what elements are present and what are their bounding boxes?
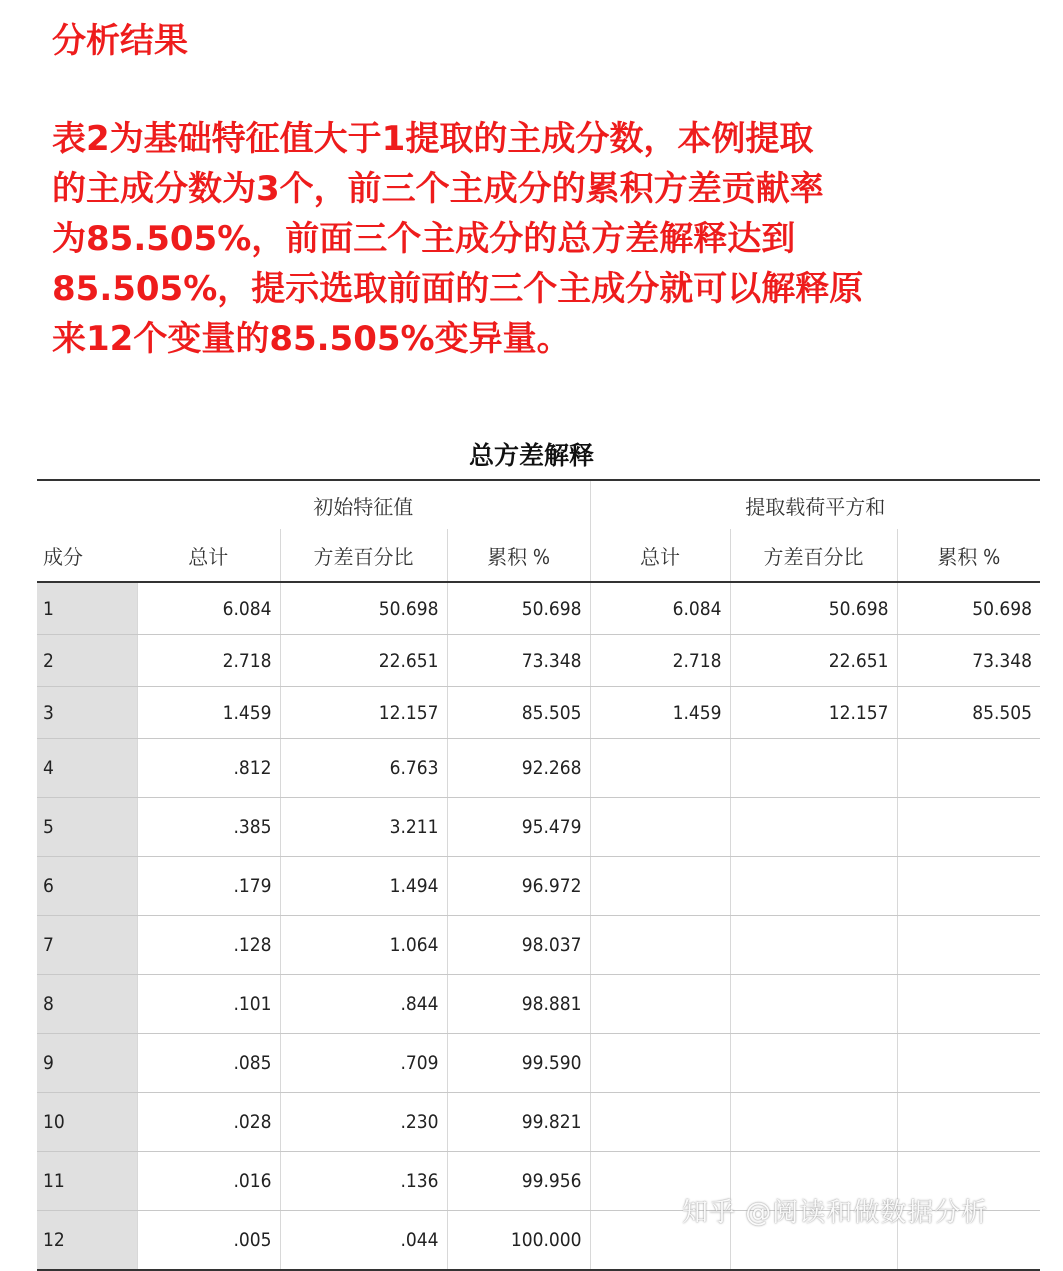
- extraction-variance-cell: [730, 739, 897, 798]
- initial-total-cell: 2.718: [137, 635, 280, 687]
- table-row: [37, 857, 1040, 916]
- component-cell: 3: [37, 687, 137, 739]
- initial-cumulative-cell: 99.956: [447, 1152, 590, 1211]
- column-header-total: 总计: [590, 529, 730, 582]
- component-cell: 5: [37, 798, 137, 857]
- extraction-total-cell: [590, 1093, 730, 1152]
- extraction-variance-cell: [730, 1034, 897, 1093]
- component-cell: 9: [37, 1034, 137, 1093]
- table-row: [37, 798, 1040, 857]
- initial-cumulative-cell: 98.037: [447, 916, 590, 975]
- initial-cumulative-cell: 98.881: [447, 975, 590, 1034]
- table-title: 总方差解释: [468, 441, 594, 470]
- column-header-component: 成分: [37, 529, 137, 582]
- initial-cumulative-cell: 100.000: [447, 1211, 590, 1271]
- watermark: 知乎 @阅读和做数据分析: [682, 1198, 989, 1228]
- table-row: [37, 582, 1040, 635]
- column-header-total: 总计: [137, 529, 280, 582]
- extraction-cumulative-cell: [897, 739, 1040, 798]
- initial-cumulative-cell: 92.268: [447, 739, 590, 798]
- extraction-variance-cell: [730, 916, 897, 975]
- component-cell: 2: [37, 635, 137, 687]
- paragraph-line: 的主成分数为3个，前三个主成分的累积方差贡献率: [52, 169, 824, 209]
- initial-variance-cell: .844: [280, 975, 447, 1034]
- initial-variance-cell: .709: [280, 1034, 447, 1093]
- initial-variance-cell: .136: [280, 1152, 447, 1211]
- initial-total-cell: .812: [137, 739, 280, 798]
- initial-variance-cell: .044: [280, 1211, 447, 1271]
- table-row: [37, 916, 1040, 975]
- component-cell: 8: [37, 975, 137, 1034]
- component-cell: 6: [37, 857, 137, 916]
- initial-total-cell: .101: [137, 975, 280, 1034]
- initial-total-cell: .085: [137, 1034, 280, 1093]
- initial-variance-cell: 1.494: [280, 857, 447, 916]
- initial-cumulative-cell: 99.821: [447, 1093, 590, 1152]
- initial-total-cell: 6.084: [137, 582, 280, 635]
- extraction-variance-cell: [730, 857, 897, 916]
- paragraph-line: 为85.505%，前面三个主成分的总方差解释达到: [52, 219, 796, 259]
- extraction-total-cell: 2.718: [590, 635, 730, 687]
- initial-variance-cell: 1.064: [280, 916, 447, 975]
- extraction-total-cell: [590, 739, 730, 798]
- initial-total-cell: .179: [137, 857, 280, 916]
- column-header-cumulative-pct: 累积 %: [897, 529, 1040, 582]
- extraction-cumulative-cell: [897, 916, 1040, 975]
- extraction-total-cell: [590, 857, 730, 916]
- table-row: [37, 635, 1040, 687]
- initial-total-cell: .016: [137, 1152, 280, 1211]
- component-cell: 7: [37, 916, 137, 975]
- extraction-cumulative-cell: [897, 1093, 1040, 1152]
- extraction-variance-cell: [730, 1093, 897, 1152]
- initial-variance-cell: 6.763: [280, 739, 447, 798]
- initial-variance-cell: 22.651: [280, 635, 447, 687]
- paragraph-line: 来12个变量的85.505%变异量。: [52, 319, 571, 359]
- component-cell: 4: [37, 739, 137, 798]
- group-header-row: [37, 480, 1040, 529]
- extraction-variance-cell: 22.651: [730, 635, 897, 687]
- initial-cumulative-cell: 73.348: [447, 635, 590, 687]
- table-row: [37, 687, 1040, 739]
- group-header-blank: [37, 480, 137, 529]
- component-cell: 12: [37, 1211, 137, 1271]
- extraction-cumulative-cell: [897, 1034, 1040, 1093]
- table-row: [37, 1034, 1040, 1093]
- extraction-cumulative-cell: 73.348: [897, 635, 1040, 687]
- table-body: [37, 582, 1040, 1270]
- initial-cumulative-cell: 99.590: [447, 1034, 590, 1093]
- column-header-cumulative-pct: 累积 %: [447, 529, 590, 582]
- extraction-cumulative-cell: 85.505: [897, 687, 1040, 739]
- analysis-paragraph: [52, 114, 1042, 364]
- column-header-row: [37, 529, 1040, 582]
- extraction-total-cell: 1.459: [590, 687, 730, 739]
- component-cell: 1: [37, 582, 137, 635]
- extraction-total-cell: 6.084: [590, 582, 730, 635]
- table-row: [37, 739, 1040, 798]
- initial-cumulative-cell: 96.972: [447, 857, 590, 916]
- heading: 分析结果: [52, 21, 188, 61]
- initial-total-cell: .028: [137, 1093, 280, 1152]
- group-header-initial-eigenvalues: 初始特征值: [137, 480, 590, 529]
- initial-variance-cell: .230: [280, 1093, 447, 1152]
- extraction-variance-cell: 50.698: [730, 582, 897, 635]
- extraction-variance-cell: [730, 975, 897, 1034]
- extraction-variance-cell: 12.157: [730, 687, 897, 739]
- extraction-cumulative-cell: [897, 857, 1040, 916]
- column-header-variance-pct: 方差百分比: [730, 529, 897, 582]
- table-row: [37, 1093, 1040, 1152]
- extraction-total-cell: [590, 798, 730, 857]
- column-header-variance-pct: 方差百分比: [280, 529, 447, 582]
- initial-variance-cell: 3.211: [280, 798, 447, 857]
- component-cell: 10: [37, 1093, 137, 1152]
- variance-explained-table: [37, 479, 1040, 1271]
- group-header-extraction-sums: 提取载荷平方和: [590, 480, 1040, 529]
- initial-variance-cell: 12.157: [280, 687, 447, 739]
- component-cell: 11: [37, 1152, 137, 1211]
- initial-total-cell: 1.459: [137, 687, 280, 739]
- initial-total-cell: .005: [137, 1211, 280, 1271]
- extraction-cumulative-cell: [897, 975, 1040, 1034]
- extraction-cumulative-cell: 50.698: [897, 582, 1040, 635]
- initial-total-cell: .385: [137, 798, 280, 857]
- extraction-total-cell: [590, 975, 730, 1034]
- initial-cumulative-cell: 85.505: [447, 687, 590, 739]
- extraction-total-cell: [590, 1034, 730, 1093]
- initial-variance-cell: 50.698: [280, 582, 447, 635]
- extraction-total-cell: [590, 916, 730, 975]
- initial-cumulative-cell: 95.479: [447, 798, 590, 857]
- initial-total-cell: .128: [137, 916, 280, 975]
- extraction-variance-cell: [730, 798, 897, 857]
- paragraph-line: 表2为基础特征值大于1提取的主成分数，本例提取: [52, 119, 814, 159]
- table-row: [37, 975, 1040, 1034]
- initial-cumulative-cell: 50.698: [447, 582, 590, 635]
- paragraph-line: 85.505%，提示选取前面的三个主成分就可以解释原: [52, 269, 864, 309]
- extraction-cumulative-cell: [897, 798, 1040, 857]
